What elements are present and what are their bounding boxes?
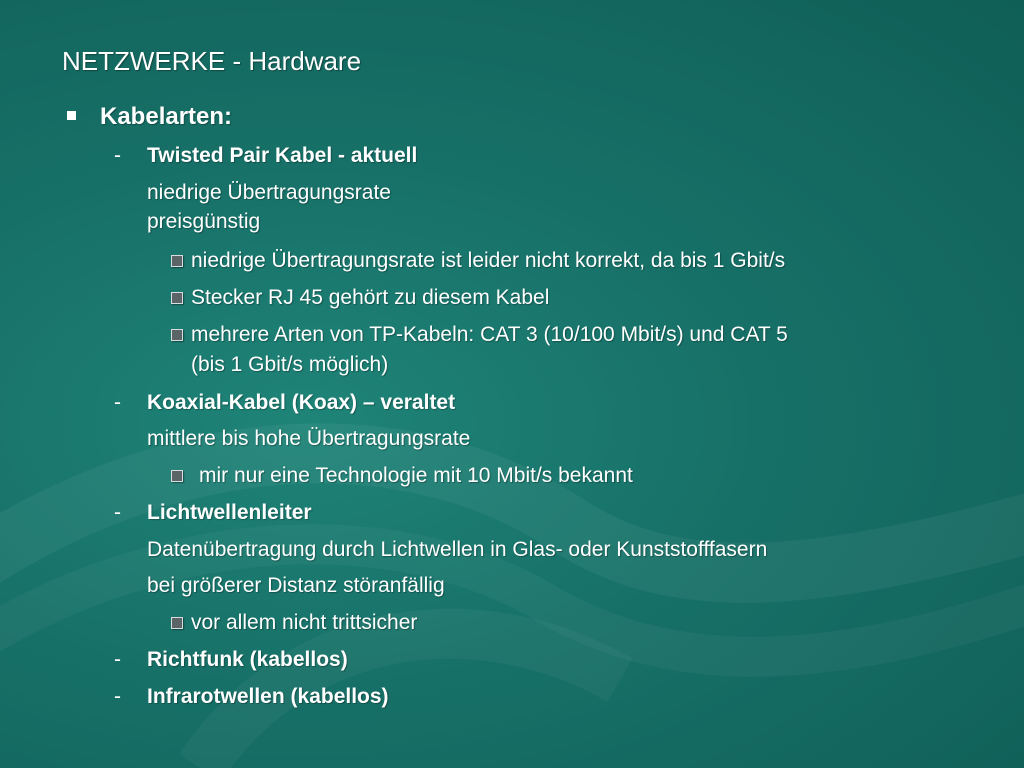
note-line: mehrere Arten von TP-Kabeln: CAT 3 (10/100 Mbit/s) und CAT 5 (191, 323, 788, 346)
text-line: mittlere bis hohe Übertragungsrate (147, 427, 471, 450)
text-line: niedrige Übertragungsrate (147, 181, 391, 204)
note-line: mir nur eine Technologie mit 10 Mbit/s bekannt (199, 464, 633, 487)
item-twisted-pair: Twisted Pair Kabel - aktuell (147, 144, 418, 167)
item-lichtwellenleiter: Lichtwellenleiter (147, 501, 312, 524)
note-bullet-icon (171, 470, 183, 482)
item-koax: Koaxial-Kabel (Koax) – veraltet (147, 391, 456, 414)
text-line: preisgünstig (147, 210, 261, 233)
note-line: (bis 1 Gbit/s möglich) (191, 353, 389, 376)
slide-title: NETZWERKE - Hardware (62, 46, 362, 76)
note-bullet-icon (171, 329, 183, 341)
note-line: vor allem nicht trittsicher (191, 611, 418, 634)
note-bullet-icon (171, 292, 183, 304)
note-bullet-icon (171, 255, 183, 267)
dash-bullet-icon: - (114, 648, 121, 671)
text-line: bei größerer Distanz störanfällig (147, 574, 445, 597)
item-richtfunk: Richtfunk (kabellos) (147, 648, 348, 671)
note-bullet-icon (171, 617, 183, 629)
text-line: Datenübertragung durch Lichtwellen in Glas- oder Kunststofffasern (147, 538, 768, 561)
item-infrarot: Infrarotwellen (kabellos) (147, 685, 389, 708)
note-line: Stecker RJ 45 gehört zu diesem Kabel (191, 286, 550, 309)
dash-bullet-icon: - (114, 144, 121, 167)
note-line: niedrige Übertragungsrate ist leider nicht korrekt, da bis 1 Gbit/s (191, 249, 786, 272)
dash-bullet-icon: - (114, 501, 121, 524)
square-bullet-icon (67, 111, 76, 120)
heading-kabelarten: Kabelarten: (100, 103, 233, 130)
dash-bullet-icon: - (114, 391, 121, 414)
dash-bullet-icon: - (114, 685, 121, 708)
